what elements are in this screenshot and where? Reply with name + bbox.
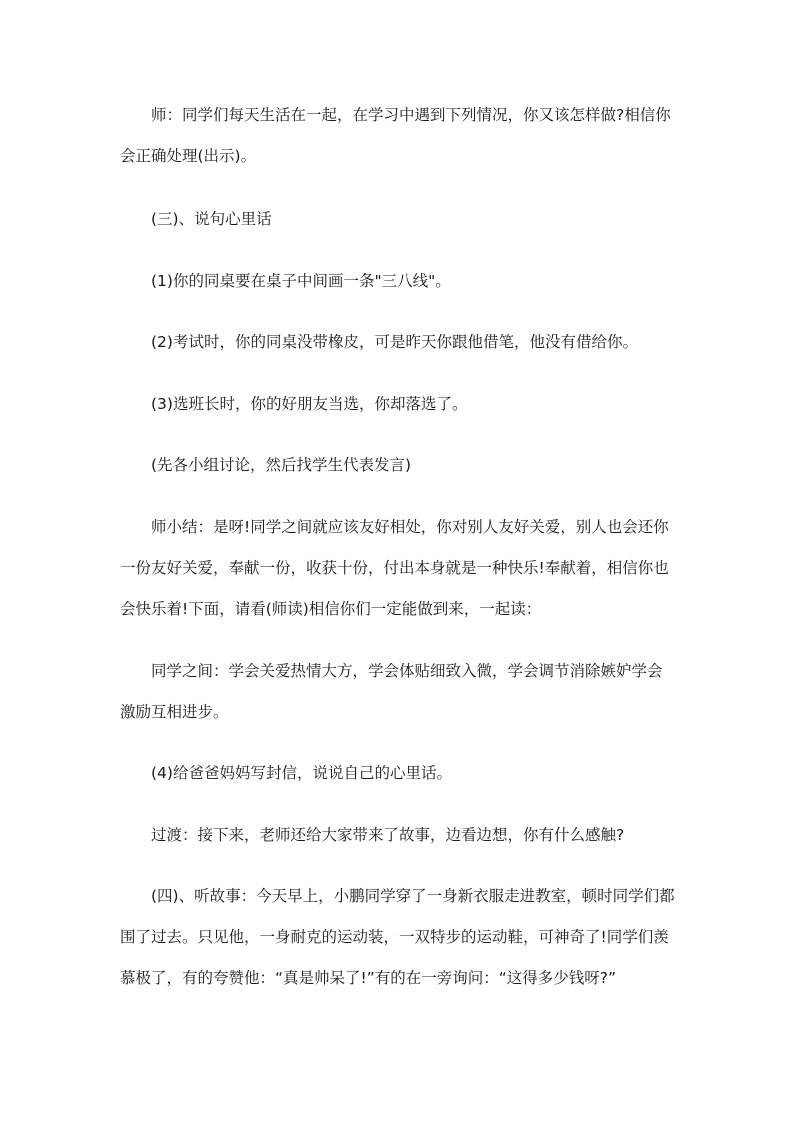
discussion-note: (先各小组讨论，然后找学生代表发言) <box>151 456 412 474</box>
paragraph-transition: 过渡：接下来，老师还给大家带来了故事，边看边想，你有什么感触? <box>151 826 625 844</box>
list-item-1: (1)你的同桌要在桌子中间画一条"三八线"。 <box>151 272 451 290</box>
section-heading-3: (三)、说句心里话 <box>151 210 272 228</box>
paragraph-classmates: 同学之间：学会关爱热情大方，学会体贴细致入微，学会调节消除嫉妒学会激励互相进步。 <box>120 662 663 721</box>
paragraph-teacher-intro: 师：同学们每天生活在一起，在学习中遇到下列情况，你又该怎样做?相信你会正确处理(出示)。 <box>120 106 671 165</box>
list-item-2: (2)考试时，你的同桌没带橡皮，可是昨天你跟他借笔，他没有借给你。 <box>151 333 638 351</box>
paragraph-teacher-summary: 师小结：是呀!同学之间就应该友好相处，你对别人友好关爱，别人也会还你一份友好关爱，奉献一份，收获十份，付出本身就是一种快乐!奉献着，相信你也会快乐着!下面，请看(师读)相信你们一定能做到来，一起读： <box>120 518 669 618</box>
section-story: (四)、听故事：今天早上，小鹏同学穿了一身新衣服走进教室，顿时同学们都围了过去。只见他，一身耐克的运动装，一双特步的运动鞋，可神奇了!同学们羡慕极了，有的夸赞他：“真是帅呆了!”有的在一旁询问：“这得多少钱呀?” <box>120 887 675 987</box>
list-item-3: (3)选班长时，你的好朋友当选，你却落选了。 <box>151 395 468 413</box>
list-item-4: (4)给爸爸妈妈写封信，说说自己的心里话。 <box>151 764 452 782</box>
